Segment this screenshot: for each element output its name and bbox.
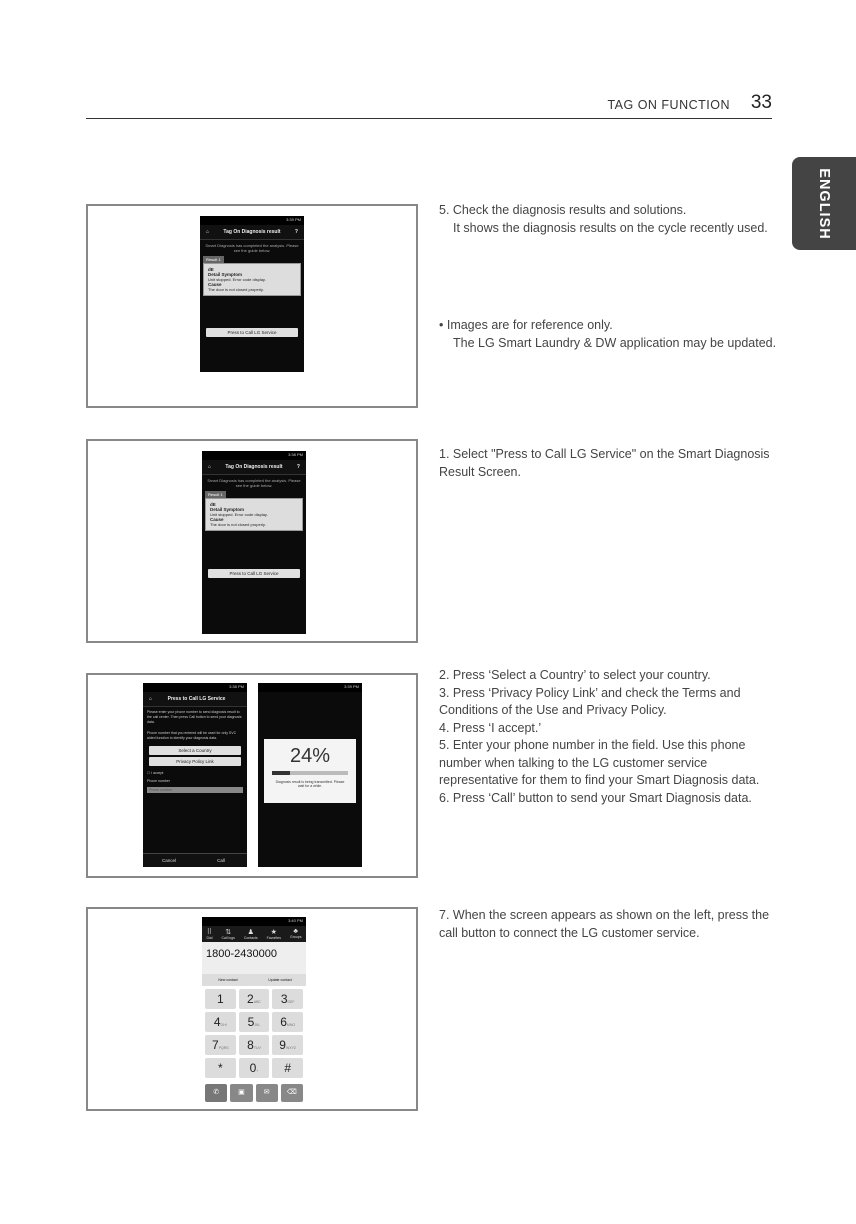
page-header <box>86 94 772 119</box>
section-1-text <box>439 202 779 352</box>
phone-transmit-screen <box>258 683 362 867</box>
result-tab[interactable]: Result 1 <box>203 256 224 263</box>
contact-info <box>202 531 306 567</box>
key-8[interactable]: 8TUV <box>239 1035 270 1055</box>
progress-bar <box>272 771 348 775</box>
status-bar: 3:39 PM <box>200 216 304 225</box>
key-hash[interactable]: # <box>272 1058 303 1078</box>
phone-dialer-screen <box>202 917 306 1105</box>
key-star[interactable]: * <box>205 1058 236 1078</box>
key-1[interactable]: 1 <box>205 989 236 1009</box>
contact-info <box>200 296 304 326</box>
result-box: dE Detail Symptom Unit stopped. Error code display. Cause The door is not closed properly. <box>203 263 301 296</box>
backspace-icon[interactable]: ⌫ <box>281 1084 303 1102</box>
step-2: 2. Press ‘Select a Country’ to select your country. <box>439 668 711 682</box>
step-4: 4. Press ‘I accept.’ <box>439 720 542 735</box>
result-message: Smart Diagnosis has completed the analysis. Please see the guide below. <box>207 478 301 488</box>
section-2-text <box>439 446 779 481</box>
key-0[interactable]: 0+ <box>239 1058 270 1078</box>
key-5[interactable]: 5JKL <box>239 1012 270 1032</box>
section-title: TAG ON FUNCTION <box>607 98 730 112</box>
dialed-number[interactable]: 1800-2430000 <box>202 942 306 974</box>
screenshot-frame-1 <box>86 204 418 408</box>
section-3-text <box>439 667 779 807</box>
tab-dial[interactable]: ⠿ Dial <box>206 929 213 940</box>
accept-checkbox[interactable]: ☐ I accept <box>147 771 164 775</box>
page-number: 33 <box>750 92 772 113</box>
message-icon[interactable]: ✉ <box>256 1084 278 1102</box>
update-contact-button[interactable]: Update contact <box>268 978 292 982</box>
title-bar: ⌂ Press to Call LG Service <box>143 692 247 707</box>
video-call-icon[interactable]: ▣ <box>230 1084 252 1102</box>
progress-dialog <box>264 739 356 803</box>
privacy-policy-link-button[interactable]: Privacy Policy Link <box>149 757 241 766</box>
result-message: Smart Diagnosis has completed the analysis. Please see the guide below. <box>205 243 299 253</box>
key-7[interactable]: 7PQRS <box>205 1035 236 1055</box>
status-bar: 3:40 PM <box>202 917 306 926</box>
language-tab <box>792 157 856 250</box>
screenshot-frame-4 <box>86 907 418 1111</box>
step-1: 1. Select "Press to Call LG Service" on the Smart Diagnosis Result Screen. <box>439 447 770 479</box>
transmit-message: Diagnosis result is being transmitted. Please wait for a while. <box>275 780 345 788</box>
key-4[interactable]: 4GHI <box>205 1012 236 1032</box>
status-bar: 3:38 PM <box>202 451 306 460</box>
call-message: Please enter your phone number to send diagnosis result to the call center. Then press Call button to send your diagnosis data. <box>147 710 242 724</box>
progress-fill <box>272 771 290 775</box>
key-3[interactable]: 3DEF <box>272 989 303 1009</box>
call-button[interactable]: Call <box>217 858 225 863</box>
bottom-bar <box>143 853 247 867</box>
step-5: 5. Check the diagnosis results and solutions. <box>439 203 687 217</box>
tab-call-logs[interactable]: ⇅ Call logs <box>221 929 235 940</box>
step-3: 3. Press ‘Privacy Policy Link’ and check the Terms and Conditions of the Use and Privacy Policy. <box>439 685 741 717</box>
update-note: The LG Smart Laundry & DW application may be updated. <box>453 335 777 350</box>
phone-label: Phone number <box>147 779 170 783</box>
keypad <box>202 986 306 1081</box>
section-4-text <box>439 907 779 942</box>
key-6[interactable]: 6MNO <box>272 1012 303 1032</box>
tab-contacts[interactable]: ♟ Contacts <box>243 929 258 940</box>
step-5b: 5. Enter your phone number in the field. Use this phone number when talking to the LG customer service representative for them to find your Smart Diagnosis data. <box>439 738 760 787</box>
tab-groups[interactable]: ♣ Groups <box>289 928 302 939</box>
select-country-button[interactable]: Select a Country <box>149 746 241 755</box>
dialer-actions <box>202 1081 306 1105</box>
dialer-tabs <box>202 926 306 942</box>
call-lg-service-button[interactable]: Press to Call LG Service <box>208 569 300 578</box>
phone-result-screen-2 <box>202 451 306 634</box>
reference-note: • Images are for reference only. <box>439 318 613 332</box>
screenshot-frame-3 <box>86 673 418 878</box>
phone-result-screen-1 <box>200 216 304 372</box>
tab-favorites[interactable]: ★ Favorites <box>266 929 282 940</box>
new-contact-button[interactable]: New contact <box>218 978 238 982</box>
phone-icon[interactable]: ✆ <box>205 1084 227 1102</box>
progress-percent: 24% <box>289 745 331 767</box>
step-5-desc: It shows the diagnosis results on the cycle recently used. <box>453 220 768 235</box>
call-note: Phone number that you entered will be used for only SVC aided function to identify your diagnosis data. <box>147 731 237 740</box>
result-tab[interactable]: Result 1 <box>205 491 226 498</box>
cancel-button[interactable]: Cancel <box>161 858 176 863</box>
status-bar: 3:39 PM <box>258 683 362 692</box>
key-2[interactable]: 2ABC <box>239 989 270 1009</box>
screenshot-frame-2 <box>86 439 418 643</box>
status-bar: 3:38 PM <box>143 683 247 692</box>
step-7: 7. When the screen appears as shown on the left, press the call button to connect the LG customer service. <box>439 908 770 940</box>
contact-actions <box>202 974 306 986</box>
step-6: 6. Press ‘Call’ button to send your Smart Diagnosis data. <box>439 790 752 805</box>
call-lg-service-button[interactable]: Press to Call LG Service <box>206 328 298 337</box>
phone-number-field[interactable]: Phone number <box>147 787 243 793</box>
key-9[interactable]: 9WXYZ <box>272 1035 303 1055</box>
phone-call-service-screen <box>143 683 247 867</box>
result-box: dE Detail Symptom Unit stopped. Error code display. Cause The door is not closed properly. <box>205 498 303 531</box>
language-tab-label: ENGLISH <box>816 167 832 240</box>
title-bar: ⌂ Tag On Diagnosis result ? <box>202 460 306 475</box>
title-bar: ⌂ Tag On Diagnosis result ? <box>200 225 304 240</box>
